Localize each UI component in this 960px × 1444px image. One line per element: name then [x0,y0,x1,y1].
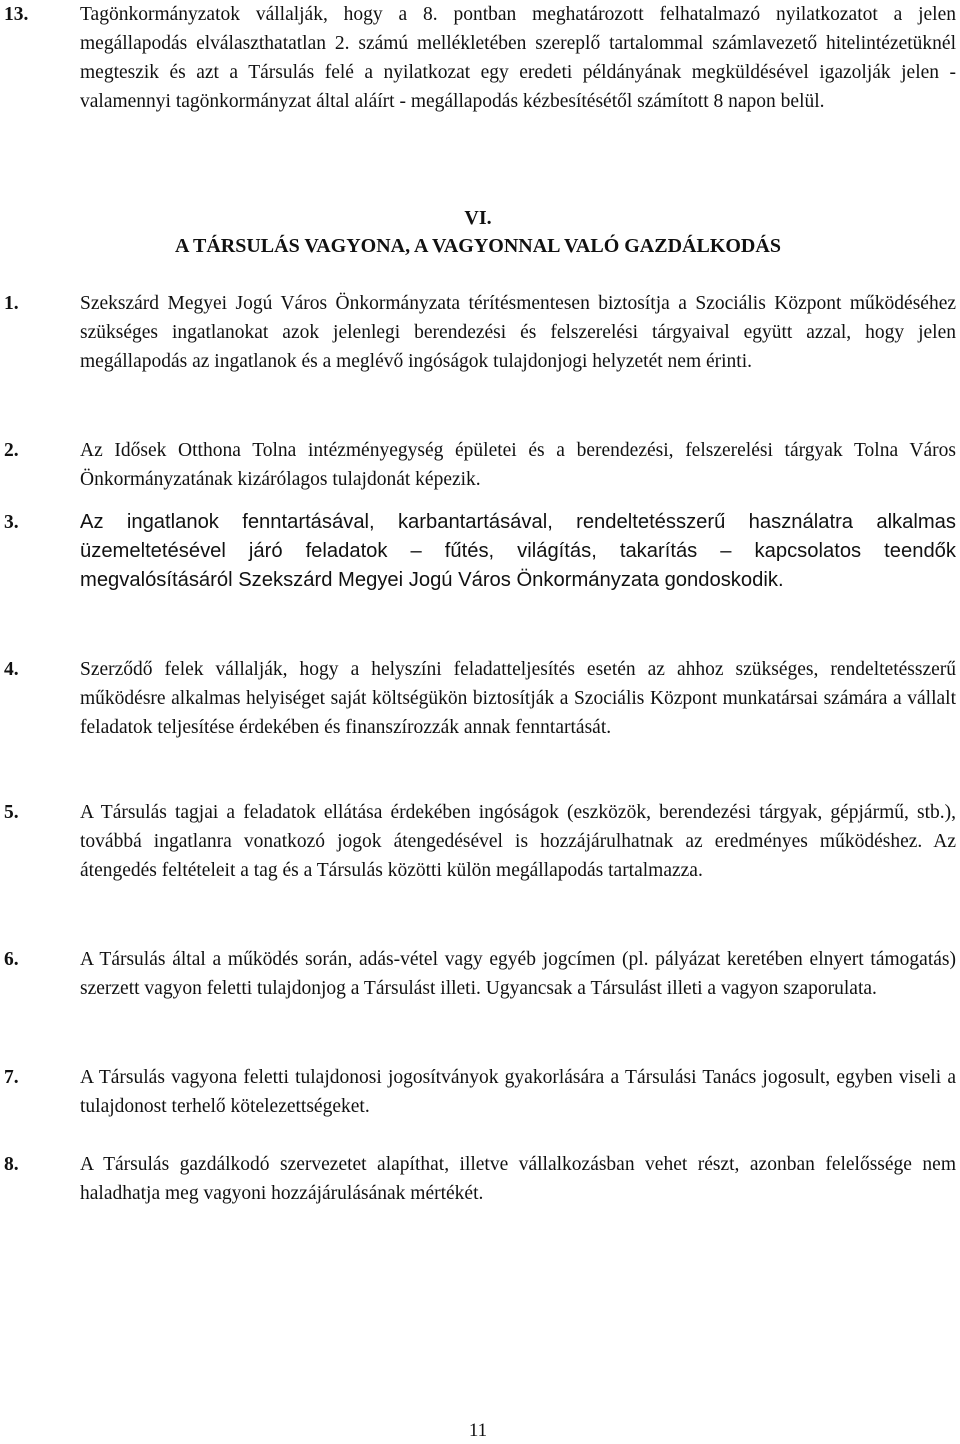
clause-5 [0,798,956,885]
clause-text: Szekszárd Megyei Jogú Város Önkormányzata térítésmentesen biztosítja a Szociális Központ működéséhez szükséges ingatlanokat azok jelenlegi berendezési és felszerelési tárgyaival együtt azzal, hogy jelen megállapodás az ingatlanok és a meglévő ingóságok tulajdonjogi helyzetét nem érinti. [80,293,956,372]
clause-number: 3. [4,512,19,533]
section-number: VI. [464,207,492,229]
clause-13 [0,0,956,116]
clause-4 [0,655,956,742]
page-number: 11 [468,1420,488,1441]
clause-number: 2. [4,440,19,461]
clause-number: 6. [4,949,19,970]
clause-7 [0,1063,956,1121]
clause-number: 1. [4,293,19,314]
clause-text: A Társulás által a működés során, adás-vétel vagy egyéb jogcímen (pl. pályázat keretében elnyert támogatás) szerzett vagyon feletti tulajdonjog a Társulást illeti. Ugyancsak a Társulást illeti a vagyon szaporulata. [80,949,956,999]
clause-text: A Társulás tagjai a feladatok ellátása érdekében ingóságok (eszközök, berendezési tárgyak, gépjármű, stb.), továbbá ingatlanra vonatkozó jogok átengedésével is hozzájárulhatnak az eredményes működéshez. Az átengedés feltételeit a tag és a Társulás közötti külön megállapodás tartalmazza. [80,802,956,881]
clause-2 [0,436,956,494]
clause-number: 7. [4,1067,19,1088]
clause-number: 13. [4,4,29,25]
clause-8 [0,1150,956,1208]
clause-text: A Társulás gazdálkodó szervezetet alapíthat, illetve vállalkozásban vehet részt, azonban felelőssége nem haladhatja meg vagyoni hozzájárulásának mértékét. [80,1154,956,1204]
clause-text: Tagönkormányzatok vállalják, hogy a 8. pontban meghatározott felhatalmazó nyilatkozatot a jelen megállapodás elválaszthatatlan 2. számú mellékletében szereplő tartalommal számlavezető hitelintézetüknél megteszik és azt a Társulás felé a nyilatkozat egy eredeti példányának megküldésével igazolják jelen - valamennyi tagönkormányzat által aláírt - megállapodás kézbesítésétől számított 8 napon belül. [80,4,956,112]
clause-text: Az ingatlanok fenntartásával, karbantartásával, rendeltetésszerű használatra alkalmas üzemeltetésével járó feladatok – fűtés, világítás, takarítás – kapcsolatos teendők megvalósításáról Szekszárd Megyei Jogú Város Önkormányzata gondoskodik. [80,511,956,591]
clause-text: Az Idősek Otthona Tolna intézményegység épületei és a berendezési, felszerelési tárgyak Tolna Város Önkormányzatának kizárólagos tulajdonát képezik. [80,440,956,490]
section-title: A TÁRSULÁS VAGYONA, A VAGYONNAL VALÓ GAZDÁLKODÁS [175,235,781,257]
clause-text: Szerződő felek vállalják, hogy a helyszíni feladatteljesítés esetén az ahhoz szükséges, rendeltetésszerű működésre alkalmas helyiséget saját költségükön biztosítják a Szociális Központ munkatársai számára a vállalt feladatok teljesítése érdekében és finanszírozzák annak fenntartását. [80,659,956,738]
clause-text: A Társulás vagyona feletti tulajdonosi jogosítványok gyakorlására a Társulási Tanács jogosult, egyben viseli a tulajdonost terhelő kötelezettségeket. [80,1067,956,1117]
clause-6 [0,945,956,1003]
clause-number: 8. [4,1154,19,1175]
clause-number: 5. [4,802,19,823]
clause-number: 4. [4,659,19,680]
clause-3 [0,508,956,595]
clause-1 [0,289,956,376]
